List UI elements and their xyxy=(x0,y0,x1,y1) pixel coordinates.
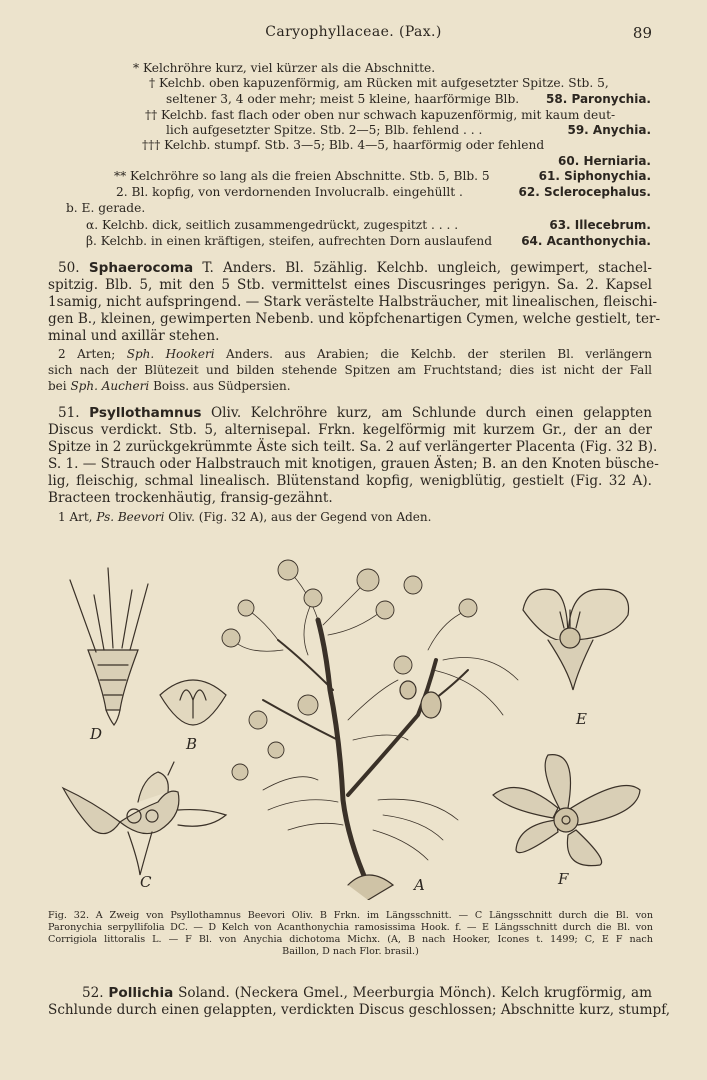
caption-line: Corrigiola littoralis L. — F Bl. von Anychia dichotoma Michx. (A, B nach Hooker, Icones t. 1499; C, E F nach xyxy=(48,934,653,945)
key-line: α. Kelchb. dick, seitlich zusammengedrückt, zugespitzt . . . . xyxy=(86,218,459,232)
figure-label-c: C xyxy=(140,873,152,891)
page-number: 89 xyxy=(632,24,652,42)
figure-drawing xyxy=(48,540,660,900)
note-text: Oliv. (Fig. 32 A), aus der Gegend von Aden. xyxy=(168,510,432,524)
flower-section-illustration-c xyxy=(63,762,226,875)
genus-entry: 64. Acanthonychia. xyxy=(521,234,651,248)
key-line: seltener 3, 4 oder mehr; meist 5 kleine, haarförmige Blb. xyxy=(166,92,520,106)
species-note xyxy=(58,347,652,362)
section-line: gen B., kleinen, gewimperten Nebenb. und köpfchenartigen Cymen, welche gestielt, ter- xyxy=(48,311,661,327)
genus-entry: 58. Paronychia. xyxy=(546,92,651,106)
section-line xyxy=(82,985,652,1002)
section-line xyxy=(58,405,652,422)
section-line xyxy=(58,260,652,277)
section-line: Spitze in 2 zurückgekrümmte Äste sich teilt. Sa. 2 auf verlängerter Placenta (Fig. 32 B). xyxy=(48,439,658,455)
note-text: 1 Art, xyxy=(58,510,93,524)
note-text: bei xyxy=(48,379,67,393)
figure-label-a: A xyxy=(414,876,425,894)
key-line: ** Kelchröhre so lang als die freien Abschnitte. Stb. 5, Blb. 5 xyxy=(114,169,490,183)
ovary-section-illustration-b xyxy=(160,680,226,725)
running-title: Caryophyllaceae. (Pax.) xyxy=(265,24,442,40)
caption-line: Fig. 32. A Zweig von Psyllothamnus Beevori Oliv. B Frkn. im Längsschnitt. — C Längsschnitt durch die Bl. von xyxy=(48,910,653,921)
caption-line: Baillon, D nach Flor. brasil.) xyxy=(282,946,419,957)
genus-number: 51. xyxy=(58,405,80,421)
running-header xyxy=(0,24,707,44)
species-note: sich nach der Blütezeit und bilden stehende Spitzen am Fruchtstand; dies ist nicht der Fall xyxy=(48,363,652,377)
figure-label-b: B xyxy=(186,735,198,753)
section-line: Schlunde durch einen gelappten, verdickten Discus geschlossen; Abschnitte kurz, stumpf, xyxy=(48,1002,671,1018)
section-text: Soland. (Neckera Gmel., Meerburgia Mönch). Kelch krugförmig, am xyxy=(178,985,652,1001)
species-name: Sph. Aucheri xyxy=(70,379,150,393)
botanical-figure xyxy=(48,540,660,900)
section-line: Bracteen trockenhäutig, fransig-gezähnt. xyxy=(48,490,333,506)
genus-entry: 62. Sclerocephalus. xyxy=(518,185,651,199)
genus-number: 50. xyxy=(58,260,80,276)
genus-entry: 60. Herniaria. xyxy=(558,154,651,168)
species-note xyxy=(58,510,431,525)
key-line: †† Kelchb. fast flach oder oben nur schwach kapuzenförmig, mit kaum deut- xyxy=(145,108,616,122)
key-line: lich aufgesetzter Spitze. Stb. 2—5; Blb. fehlend . . . xyxy=(166,123,483,137)
flower-section-illustration-e xyxy=(523,589,629,690)
key-line: 2. Bl. kopfig, von verdornenden Involucralb. eingehüllt . xyxy=(116,185,463,199)
key-line: * Kelchröhre kurz, viel kürzer als die Abschnitte. xyxy=(133,61,436,75)
figure-label-f: F xyxy=(558,870,569,888)
species-name: Sph. Hookeri xyxy=(126,347,215,361)
section-line: 1samig, nicht aufspringend. — Stark verästelte Halbsträucher, mit linealischen, fleischi- xyxy=(48,294,658,310)
note-text: Boiss. aus Südpersien. xyxy=(153,379,291,393)
genus-name: Pollichia xyxy=(108,985,174,1001)
key-line: † Kelchb. oben kapuzenförmig, am Rücken mit aufgesetzter Spitze. Stb. 5, xyxy=(149,76,609,90)
figure-label-e: E xyxy=(576,710,587,728)
section-line: S. 1. — Strauch oder Halbstrauch mit knotigen, grauen Ästen; B. an den Knoten büsche- xyxy=(48,456,659,472)
key-line: β. Kelchb. in einen kräftigen, steifen, aufrechten Dorn auslaufend xyxy=(86,234,492,248)
genus-name: Psyllothamnus xyxy=(89,405,202,421)
genus-entry: 63. Illecebrum. xyxy=(549,218,651,232)
genus-number: 52. xyxy=(82,985,104,1001)
section-line: Discus verdickt. Stb. 5, alternisepal. Frkn. kegelförmig mit kurzem Gr., der an der xyxy=(48,422,652,438)
note-text: Anders. aus Arabien; die Kelchb. der sterilen Bl. verlängern xyxy=(226,347,652,361)
calyx-illustration-d xyxy=(70,568,148,725)
genus-name: Sphaerocoma xyxy=(88,260,194,276)
section-line: minal und axillär stehen. xyxy=(48,328,220,344)
caption-line: Paronychia serpyllifolia DC. — D Kelch von Acanthonychia ramosissima Hook. f. — E Längsschnitt durch die Bl. von xyxy=(48,922,653,933)
species-note xyxy=(48,379,291,394)
section-line: spitzig. Blb. 5, mit den 5 Stb. vermittelst eines Discusringes perigyn. Sa. 2. Kapsel xyxy=(48,277,652,293)
note-text: 2 Arten; xyxy=(58,347,116,361)
key-line: b. E. gerade. xyxy=(66,201,146,215)
figure-label-d: D xyxy=(90,725,103,743)
species-name: Ps. Beevori xyxy=(96,510,165,524)
section-text: Oliv. Kelchröhre kurz, am Schlunde durch einen gelappten xyxy=(211,405,652,421)
plant-branch-illustration-a xyxy=(222,560,518,900)
genus-entry: 59. Anychia. xyxy=(567,123,651,137)
flower-illustration-f xyxy=(493,755,640,866)
key-line: ††† Kelchb. stumpf. Stb. 3—5; Blb. 4—5, haarförmig oder fehlend xyxy=(142,138,545,152)
section-line: lig, fleischig, schmal linealisch. Blütenstand kopfig, wenigblütig, gestielt (Fig. 32 A). xyxy=(48,473,652,489)
section-text: T. Anders. Bl. 5zählig. Kelchb. ungleich, gewimpert, stachel- xyxy=(202,260,652,276)
genus-entry: 61. Siphonychia. xyxy=(538,169,651,183)
